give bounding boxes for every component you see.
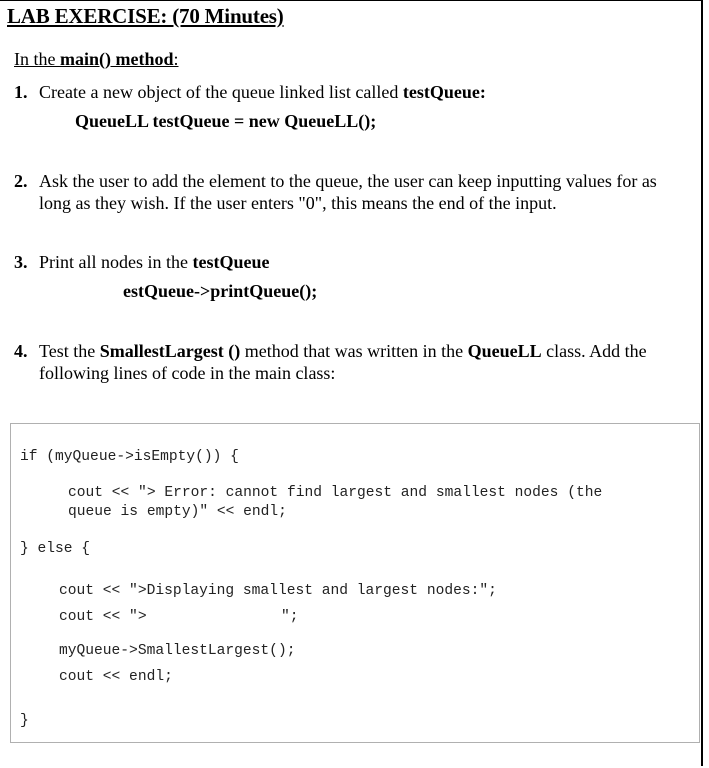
instruction-number: 1.	[14, 82, 28, 102]
instruction-2	[0, 170, 700, 214]
instruction-number: 3.	[14, 252, 28, 272]
code-line: } else {	[20, 541, 91, 557]
instruction-3-code: estQueue->printQueue();	[123, 281, 318, 301]
instruction-text: Print all nodes in the testQueue	[39, 252, 270, 272]
instruction-text-line-1: Test the SmallestLargest () method that was written in the QueueLL class. Add the	[39, 341, 647, 361]
code-line: myQueue->SmallestLargest();	[59, 643, 296, 659]
code-line: if (myQueue->isEmpty()) {	[20, 449, 239, 465]
instruction-number: 4.	[14, 341, 28, 361]
instruction-text: Create a new object of the queue linked list called testQueue:	[39, 82, 486, 102]
code-line: ";	[281, 609, 299, 625]
code-block	[10, 423, 700, 743]
instruction-1-code: QueueLL testQueue = new QueueLL();	[75, 111, 377, 131]
code-line: queue is empty)" << endl;	[68, 504, 287, 520]
instruction-4	[0, 340, 700, 384]
instruction-number: 2.	[14, 171, 28, 191]
code-line: cout << "> Error: cannot find largest and smallest nodes (the	[68, 485, 603, 501]
code-line: cout << ">Displaying smallest and largest nodes:";	[59, 583, 497, 599]
instruction-text-line-1: Ask the user to add the element to the queue, the user can keep inputting values for as	[39, 171, 657, 191]
code-line: }	[20, 713, 29, 729]
exercise-title: LAB EXERCISE: (70 Minutes)	[7, 4, 284, 28]
main-method-subheading: In the main() method:	[14, 49, 179, 69]
instruction-text-line-2: following lines of code in the main class:	[39, 363, 336, 383]
instruction-text-line-2: long as they wish. If the user enters "0", this means the end of the input.	[39, 193, 557, 213]
code-line: cout << endl;	[59, 669, 173, 685]
code-line: cout << ">	[59, 609, 147, 625]
